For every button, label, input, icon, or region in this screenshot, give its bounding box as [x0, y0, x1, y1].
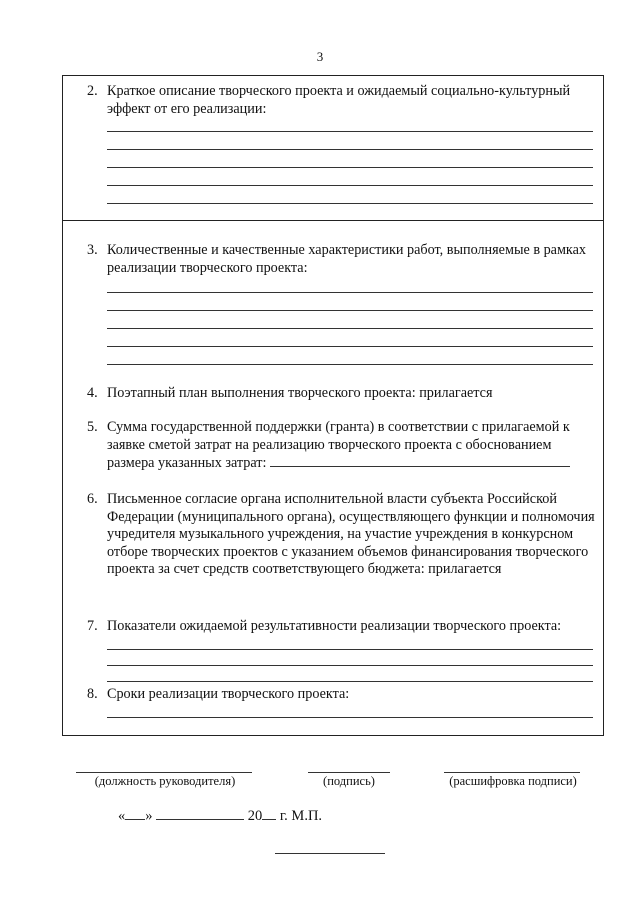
answer-line[interactable] — [107, 717, 593, 718]
form-item-2 — [87, 83, 597, 118]
year-field[interactable] — [262, 806, 276, 820]
item-number: 2. — [87, 83, 98, 99]
item-text: Письменное согласие органа исполнительной власти субъекта Российской Федерации (муниципального органа), осуществляющего функции и полномочия учредителя музыкального учреждения, на участие учреждения в конкурсном отборе творческих проектов с указанием объемов финансирования творческого проекта за счет средств соответствующего бюджета: прилагается — [107, 491, 595, 577]
answer-line[interactable] — [107, 665, 593, 666]
item-text: Показатели ожидаемой результативности реализации творческого проекта: — [107, 618, 562, 634]
answer-line[interactable] — [107, 649, 593, 650]
answer-line[interactable] — [107, 131, 593, 132]
form-frame-top — [62, 75, 604, 76]
decoding-caption: (расшифровка подписи) — [449, 774, 577, 788]
item-text: Поэтапный план выполнения творческого проекта: прилагается — [107, 385, 493, 401]
item-number: 4. — [87, 385, 98, 401]
item-text: Сроки реализации творческого проекта: — [107, 686, 350, 702]
signature-caption: (подпись) — [323, 774, 375, 788]
form-item-4 — [87, 385, 597, 403]
signature-line[interactable] — [308, 772, 390, 773]
answer-line[interactable] — [107, 149, 593, 150]
form-frame — [62, 75, 604, 736]
bottom-rule — [275, 853, 385, 854]
grant-amount-field[interactable] — [270, 454, 570, 467]
answer-line[interactable] — [107, 203, 593, 204]
answer-line[interactable] — [107, 681, 593, 682]
item-number: 8. — [87, 686, 98, 702]
open-quote: « — [118, 808, 126, 824]
answer-line[interactable] — [107, 185, 593, 186]
item-number: 3. — [87, 242, 98, 258]
year-prefix: 20 — [247, 808, 263, 824]
item-text: Количественные и качественные характеристики работ, выполняемые в рамках реализации творческого проекта: — [107, 242, 587, 276]
date-line — [118, 806, 322, 825]
item-number: 7. — [87, 618, 98, 634]
date-suffix: г. М.П. — [279, 808, 323, 824]
page-number: 3 — [316, 49, 324, 64]
form-item-6 — [87, 491, 597, 579]
answer-line[interactable] — [107, 364, 593, 365]
form-item-3 — [87, 242, 597, 277]
position-signature-line[interactable] — [76, 772, 252, 773]
item-number: 6. — [87, 491, 98, 507]
day-field[interactable] — [125, 806, 145, 820]
form-item-8 — [87, 686, 597, 704]
item-text: Краткое описание творческого проекта и ожидаемый социально-культурный эффект от его реализации: — [107, 83, 571, 117]
item-text: Сумма государственной поддержки (гранта) в соответствии с прилагаемой к заявке сметой затрат на реализацию творческого проекта с обоснованием размера указанных затрат: — [107, 419, 570, 471]
close-quote: » — [145, 808, 153, 824]
decoding-signature-line[interactable] — [444, 772, 580, 773]
item-number: 5. — [87, 419, 98, 435]
answer-line[interactable] — [107, 328, 593, 329]
section-divider — [62, 220, 604, 221]
form-item-5 — [87, 419, 597, 473]
position-caption: (должность руководителя) — [94, 774, 236, 788]
answer-line[interactable] — [107, 310, 593, 311]
answer-line[interactable] — [107, 167, 593, 168]
month-field[interactable] — [156, 806, 244, 820]
answer-line[interactable] — [107, 292, 593, 293]
answer-line[interactable] — [107, 346, 593, 347]
form-item-7 — [87, 618, 597, 636]
